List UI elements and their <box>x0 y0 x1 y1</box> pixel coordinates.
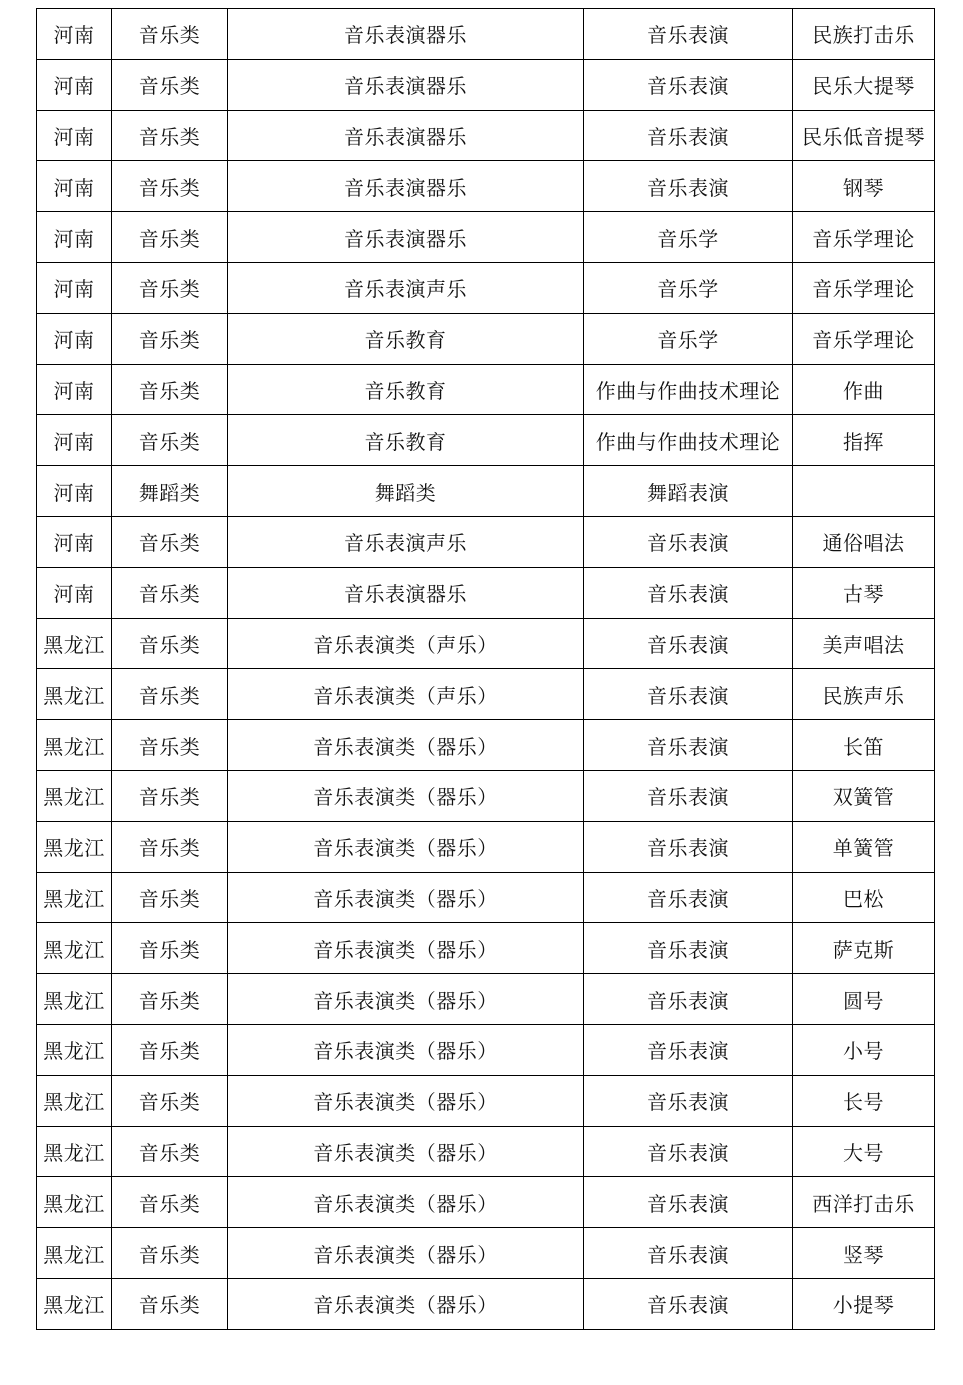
direction-cell: 西洋打击乐 <box>793 1177 935 1228</box>
major-cell: 音乐表演 <box>584 1278 793 1329</box>
exam-type-cell: 音乐表演类（器乐） <box>228 821 584 872</box>
major-cell: 音乐表演 <box>584 770 793 821</box>
category-cell: 音乐类 <box>112 923 228 974</box>
province-cell: 黑龙江 <box>37 821 112 872</box>
direction-cell: 民乐低音提琴 <box>793 110 935 161</box>
direction-cell: 长笛 <box>793 720 935 771</box>
direction-cell: 民族打击乐 <box>793 9 935 60</box>
direction-cell: 钢琴 <box>793 161 935 212</box>
direction-cell: 竖琴 <box>793 1228 935 1279</box>
direction-cell <box>793 466 935 517</box>
major-cell: 音乐表演 <box>584 1228 793 1279</box>
province-cell: 黑龙江 <box>37 1228 112 1279</box>
direction-cell: 指挥 <box>793 415 935 466</box>
category-cell: 音乐类 <box>112 212 228 263</box>
exam-type-cell: 音乐教育 <box>228 364 584 415</box>
category-cell: 音乐类 <box>112 974 228 1025</box>
exam-type-cell: 音乐表演器乐 <box>228 110 584 161</box>
category-cell: 音乐类 <box>112 1024 228 1075</box>
enrollment-table <box>36 8 935 1330</box>
category-cell: 音乐类 <box>112 669 228 720</box>
exam-type-cell: 音乐表演类（器乐） <box>228 1075 584 1126</box>
category-cell: 音乐类 <box>112 161 228 212</box>
direction-cell: 大号 <box>793 1126 935 1177</box>
direction-cell: 古琴 <box>793 567 935 618</box>
category-cell: 音乐类 <box>112 1177 228 1228</box>
category-cell: 音乐类 <box>112 618 228 669</box>
direction-cell: 民乐大提琴 <box>793 59 935 110</box>
table-row <box>37 1075 935 1126</box>
table-row <box>37 516 935 567</box>
direction-cell: 小号 <box>793 1024 935 1075</box>
table-row <box>37 212 935 263</box>
province-cell: 黑龙江 <box>37 669 112 720</box>
direction-cell: 美声唱法 <box>793 618 935 669</box>
exam-type-cell: 音乐表演器乐 <box>228 567 584 618</box>
direction-cell: 音乐学理论 <box>793 313 935 364</box>
province-cell: 黑龙江 <box>37 1126 112 1177</box>
exam-type-cell: 音乐表演器乐 <box>228 161 584 212</box>
table-row <box>37 110 935 161</box>
table-row <box>37 313 935 364</box>
province-cell: 黑龙江 <box>37 770 112 821</box>
category-cell: 音乐类 <box>112 720 228 771</box>
major-cell: 音乐表演 <box>584 720 793 771</box>
major-cell: 作曲与作曲技术理论 <box>584 364 793 415</box>
table-row <box>37 770 935 821</box>
major-cell: 音乐表演 <box>584 110 793 161</box>
major-cell: 音乐表演 <box>584 567 793 618</box>
category-cell: 音乐类 <box>112 9 228 60</box>
category-cell: 舞蹈类 <box>112 466 228 517</box>
category-cell: 音乐类 <box>112 1075 228 1126</box>
major-cell: 音乐学 <box>584 313 793 364</box>
major-cell: 音乐学 <box>584 262 793 313</box>
major-cell: 音乐学 <box>584 212 793 263</box>
category-cell: 音乐类 <box>112 110 228 161</box>
category-cell: 音乐类 <box>112 770 228 821</box>
table-body <box>37 9 935 1330</box>
exam-type-cell: 音乐表演类（器乐） <box>228 720 584 771</box>
major-cell: 音乐表演 <box>584 872 793 923</box>
enrollment-table-container <box>36 8 934 1330</box>
province-cell: 河南 <box>37 212 112 263</box>
exam-type-cell: 音乐表演类（器乐） <box>228 1278 584 1329</box>
province-cell: 黑龙江 <box>37 1177 112 1228</box>
major-cell: 音乐表演 <box>584 516 793 567</box>
category-cell: 音乐类 <box>112 821 228 872</box>
category-cell: 音乐类 <box>112 1126 228 1177</box>
category-cell: 音乐类 <box>112 1278 228 1329</box>
major-cell: 音乐表演 <box>584 1177 793 1228</box>
direction-cell: 巴松 <box>793 872 935 923</box>
province-cell: 河南 <box>37 313 112 364</box>
exam-type-cell: 音乐表演类（器乐） <box>228 974 584 1025</box>
exam-type-cell: 音乐表演类（声乐） <box>228 618 584 669</box>
province-cell: 黑龙江 <box>37 720 112 771</box>
table-row <box>37 923 935 974</box>
province-cell: 河南 <box>37 415 112 466</box>
province-cell: 河南 <box>37 364 112 415</box>
major-cell: 音乐表演 <box>584 974 793 1025</box>
province-cell: 河南 <box>37 262 112 313</box>
exam-type-cell: 音乐表演类（器乐） <box>228 872 584 923</box>
direction-cell: 通俗唱法 <box>793 516 935 567</box>
exam-type-cell: 舞蹈类 <box>228 466 584 517</box>
province-cell: 河南 <box>37 161 112 212</box>
exam-type-cell: 音乐表演类（器乐） <box>228 1126 584 1177</box>
direction-cell: 萨克斯 <box>793 923 935 974</box>
major-cell: 音乐表演 <box>584 59 793 110</box>
major-cell: 音乐表演 <box>584 923 793 974</box>
table-row <box>37 974 935 1025</box>
table-row <box>37 872 935 923</box>
category-cell: 音乐类 <box>112 313 228 364</box>
exam-type-cell: 音乐表演类（器乐） <box>228 1228 584 1279</box>
major-cell: 舞蹈表演 <box>584 466 793 517</box>
category-cell: 音乐类 <box>112 59 228 110</box>
direction-cell: 小提琴 <box>793 1278 935 1329</box>
table-row <box>37 567 935 618</box>
table-row <box>37 821 935 872</box>
exam-type-cell: 音乐表演类（器乐） <box>228 770 584 821</box>
table-row <box>37 161 935 212</box>
exam-type-cell: 音乐表演类（器乐） <box>228 1177 584 1228</box>
table-row <box>37 1126 935 1177</box>
exam-type-cell: 音乐表演类（器乐） <box>228 923 584 974</box>
province-cell: 黑龙江 <box>37 974 112 1025</box>
exam-type-cell: 音乐表演器乐 <box>228 212 584 263</box>
table-row <box>37 669 935 720</box>
province-cell: 河南 <box>37 567 112 618</box>
category-cell: 音乐类 <box>112 262 228 313</box>
major-cell: 音乐表演 <box>584 9 793 60</box>
direction-cell: 音乐学理论 <box>793 262 935 313</box>
exam-type-cell: 音乐教育 <box>228 415 584 466</box>
exam-type-cell: 音乐表演器乐 <box>228 59 584 110</box>
major-cell: 音乐表演 <box>584 1075 793 1126</box>
exam-type-cell: 音乐表演声乐 <box>228 262 584 313</box>
table-row <box>37 9 935 60</box>
direction-cell: 双簧管 <box>793 770 935 821</box>
major-cell: 作曲与作曲技术理论 <box>584 415 793 466</box>
category-cell: 音乐类 <box>112 872 228 923</box>
category-cell: 音乐类 <box>112 567 228 618</box>
province-cell: 河南 <box>37 516 112 567</box>
category-cell: 音乐类 <box>112 364 228 415</box>
province-cell: 黑龙江 <box>37 1024 112 1075</box>
exam-type-cell: 音乐表演声乐 <box>228 516 584 567</box>
exam-type-cell: 音乐表演器乐 <box>228 9 584 60</box>
table-row <box>37 415 935 466</box>
province-cell: 黑龙江 <box>37 1075 112 1126</box>
direction-cell: 单簧管 <box>793 821 935 872</box>
table-row <box>37 720 935 771</box>
exam-type-cell: 音乐表演类（器乐） <box>228 1024 584 1075</box>
table-row <box>37 1228 935 1279</box>
province-cell: 河南 <box>37 9 112 60</box>
category-cell: 音乐类 <box>112 415 228 466</box>
province-cell: 河南 <box>37 59 112 110</box>
table-row <box>37 618 935 669</box>
major-cell: 音乐表演 <box>584 1126 793 1177</box>
province-cell: 黑龙江 <box>37 923 112 974</box>
direction-cell: 圆号 <box>793 974 935 1025</box>
province-cell: 黑龙江 <box>37 1278 112 1329</box>
direction-cell: 作曲 <box>793 364 935 415</box>
table-row <box>37 59 935 110</box>
direction-cell: 音乐学理论 <box>793 212 935 263</box>
major-cell: 音乐表演 <box>584 618 793 669</box>
category-cell: 音乐类 <box>112 516 228 567</box>
table-row <box>37 1024 935 1075</box>
table-row <box>37 262 935 313</box>
exam-type-cell: 音乐表演类（声乐） <box>228 669 584 720</box>
direction-cell: 长号 <box>793 1075 935 1126</box>
province-cell: 黑龙江 <box>37 872 112 923</box>
table-row <box>37 466 935 517</box>
table-row <box>37 1278 935 1329</box>
major-cell: 音乐表演 <box>584 821 793 872</box>
table-row <box>37 364 935 415</box>
exam-type-cell: 音乐教育 <box>228 313 584 364</box>
direction-cell: 民族声乐 <box>793 669 935 720</box>
province-cell: 河南 <box>37 110 112 161</box>
table-row <box>37 1177 935 1228</box>
major-cell: 音乐表演 <box>584 161 793 212</box>
major-cell: 音乐表演 <box>584 1024 793 1075</box>
province-cell: 河南 <box>37 466 112 517</box>
province-cell: 黑龙江 <box>37 618 112 669</box>
category-cell: 音乐类 <box>112 1228 228 1279</box>
major-cell: 音乐表演 <box>584 669 793 720</box>
